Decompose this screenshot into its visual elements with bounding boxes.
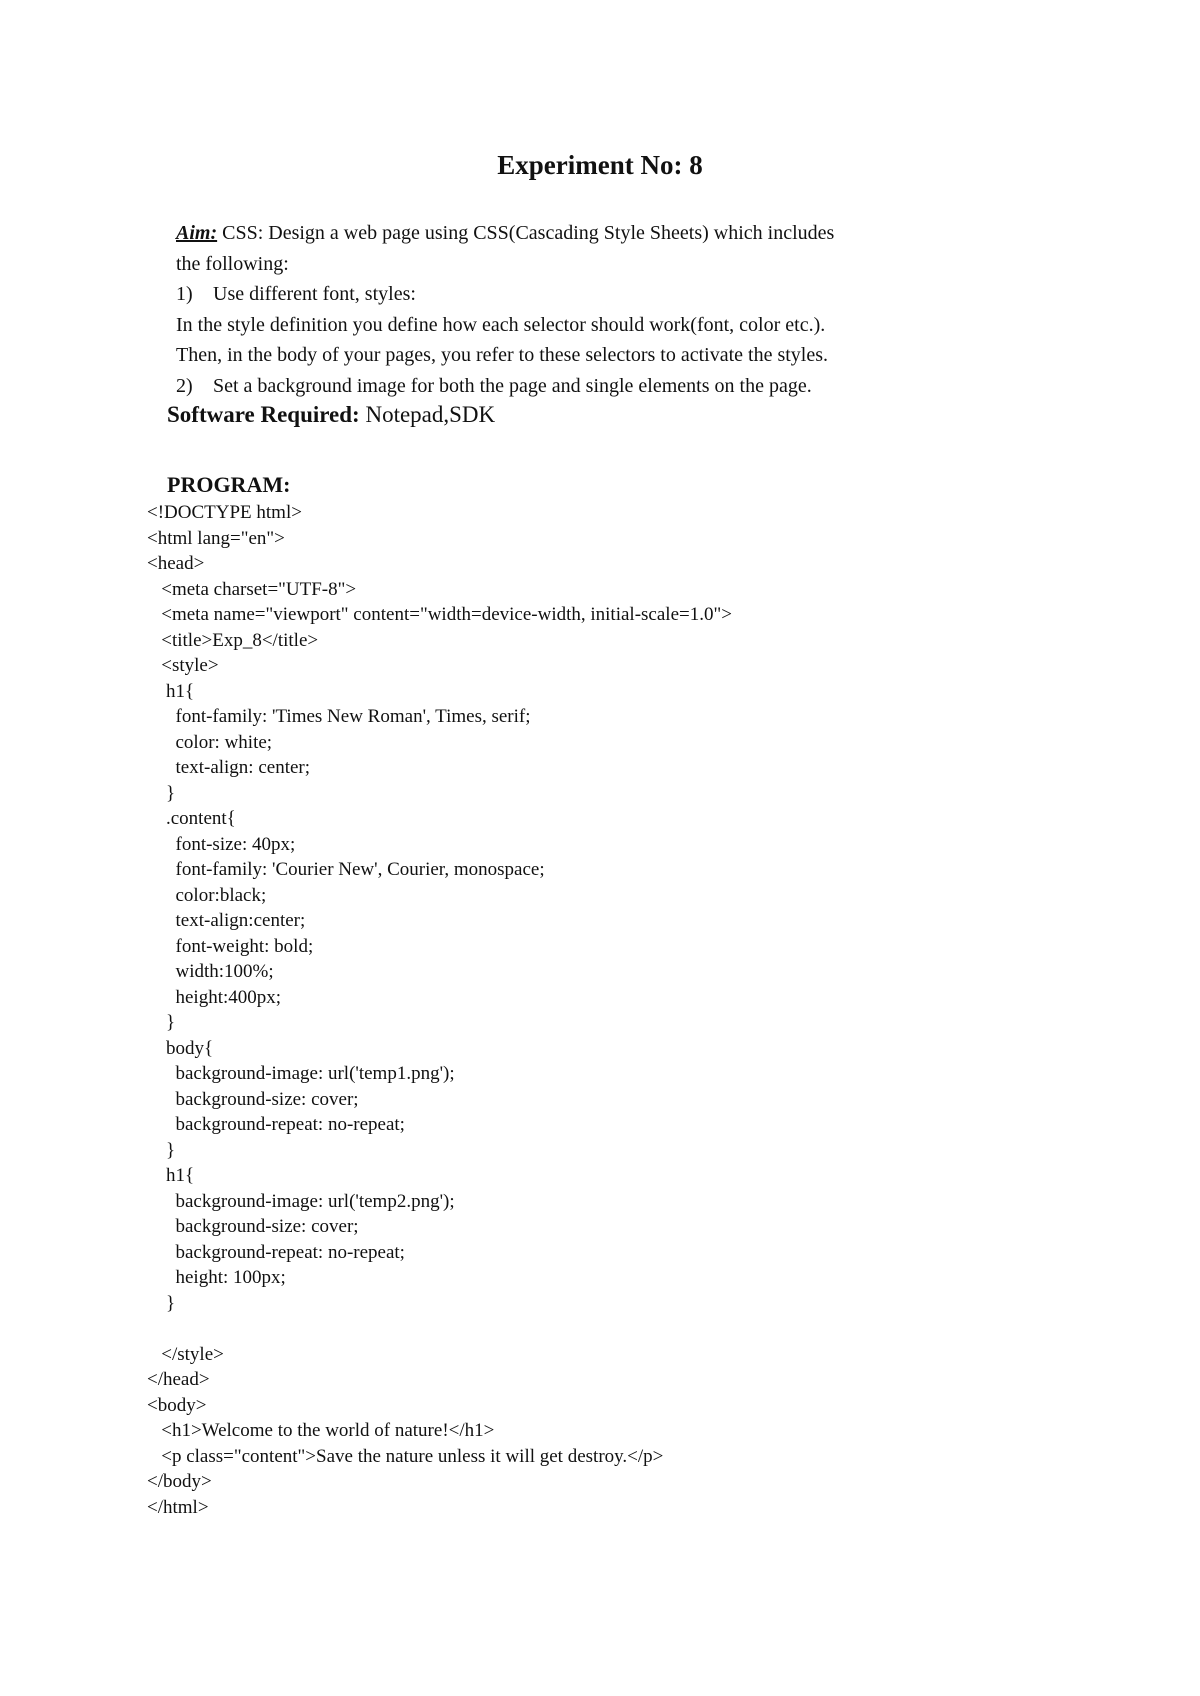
code-line: background-image: url('temp2.png'); xyxy=(147,1190,455,1212)
code-line: background-repeat: no-repeat; xyxy=(147,1241,405,1263)
aim-line-2: the following: xyxy=(176,252,289,275)
code-line: <title>Exp_8</title> xyxy=(147,629,319,651)
software-required xyxy=(167,402,495,428)
aim-list-item-1 xyxy=(176,279,976,310)
code-line: color:black; xyxy=(147,884,267,906)
aim-label: Aim: xyxy=(176,222,218,244)
aim-line-4: In the style definition you define how each selector should work(font, color etc.). xyxy=(176,313,826,336)
code-line: <html lang="en"> xyxy=(147,527,285,549)
code-line: </head> xyxy=(147,1369,210,1390)
code-line: <meta charset="UTF-8"> xyxy=(147,578,357,600)
aim-line-5: Then, in the body of your pages, you refer to these selectors to activate the styles. xyxy=(176,344,829,366)
list-number-2: 2) xyxy=(176,374,193,397)
code-line: font-family: 'Times New Roman', Times, serif; xyxy=(147,706,531,727)
code-line: height: 100px; xyxy=(147,1267,286,1288)
code-line: color: white; xyxy=(147,731,273,753)
software-value: Notepad,SDK xyxy=(359,402,496,427)
code-line: <style> xyxy=(147,655,219,676)
code-line: <h1>Welcome to the world of nature!</h1> xyxy=(147,1420,495,1441)
code-line xyxy=(147,1316,732,1342)
code-line: body{ xyxy=(147,1037,214,1059)
code-line: background-size: cover; xyxy=(147,1216,359,1237)
code-line: } xyxy=(147,1012,176,1033)
code-line: font-weight: bold; xyxy=(147,935,314,957)
code-line: h1{ xyxy=(147,680,195,702)
code-line: h1{ xyxy=(147,1165,195,1186)
code-line: <p class="content">Save the nature unless it will get destroy.</p> xyxy=(147,1445,664,1467)
code-line: <head> xyxy=(147,553,205,574)
code-line: } xyxy=(147,1139,176,1161)
aim-section xyxy=(176,218,976,401)
program-heading: PROGRAM: xyxy=(167,472,291,497)
aim-line-1 xyxy=(176,218,976,249)
code-line: <body> xyxy=(147,1394,207,1416)
code-line: text-align: center; xyxy=(147,757,311,778)
software-label: Software Required: xyxy=(167,402,360,427)
list-text-2: Set a background image for both the page and single elements on the page. xyxy=(213,374,812,397)
aim-text-1: CSS: Design a web page using CSS(Cascading Style Sheets) which includes xyxy=(217,222,835,244)
code-line: <meta name="viewport" content="width=device-width, initial-scale=1.0"> xyxy=(147,604,732,625)
code-line: font-size: 40px; xyxy=(147,833,296,855)
code-line: background-size: cover; xyxy=(147,1088,359,1110)
list-text-1: Use different font, styles: xyxy=(213,283,416,305)
list-number-1: 1) xyxy=(176,283,193,305)
code-line: text-align:center; xyxy=(147,910,306,931)
code-line: background-image: url('temp1.png'); xyxy=(147,1063,455,1084)
code-line: <!DOCTYPE html> xyxy=(147,502,302,523)
code-line: </html> xyxy=(147,1496,209,1518)
code-line: height:400px; xyxy=(147,986,282,1008)
code-line: .content{ xyxy=(147,808,236,829)
program-code-block xyxy=(147,500,732,1520)
aim-list-item-2 xyxy=(176,371,976,402)
page-title: Experiment No: 8 xyxy=(497,150,703,180)
code-line: } xyxy=(147,782,176,804)
code-line: } xyxy=(147,1292,176,1314)
code-line: font-family: 'Courier New', Courier, monospace; xyxy=(147,859,545,880)
code-line: background-repeat: no-repeat; xyxy=(147,1114,405,1135)
code-line: </style> xyxy=(147,1343,224,1365)
code-line: width:100%; xyxy=(147,961,274,982)
code-line: </body> xyxy=(147,1471,212,1492)
